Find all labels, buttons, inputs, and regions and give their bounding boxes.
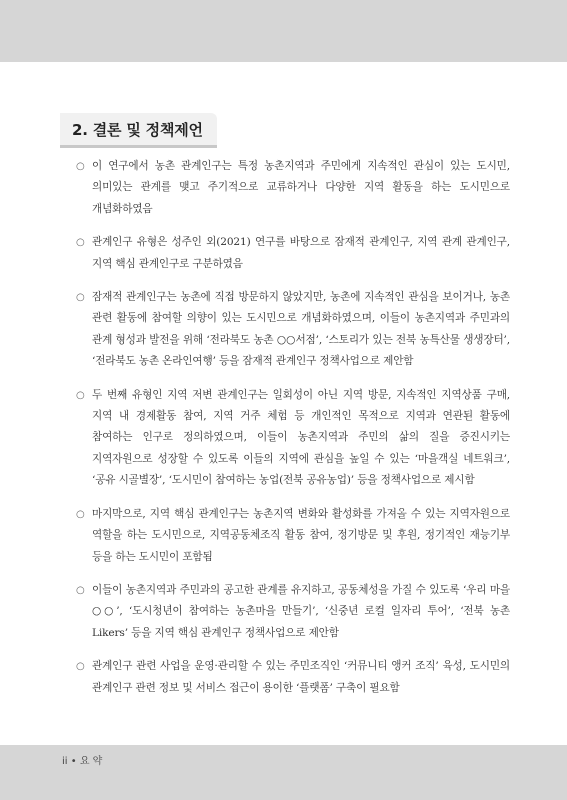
bullet-list bbox=[72, 156, 510, 711]
list-item bbox=[72, 504, 510, 568]
list-item-text: 이 연구에서 농촌 관계인구는 특정 농촌지역과 주민에게 지속적인 관심이 있는 도시민, 의미있는 관계를 맺고 주기적으로 교류하거나 다양한 지역 활동을 하는 도시민으로 개념화하였음 bbox=[92, 160, 510, 215]
bullet-marker-icon: ○ bbox=[76, 389, 85, 401]
list-item bbox=[72, 580, 510, 644]
list-item bbox=[72, 156, 510, 220]
list-item bbox=[72, 232, 510, 275]
bullet-marker-icon: ○ bbox=[76, 237, 85, 249]
list-item-text: 관계인구 관련 사업을 운영·관리할 수 있는 주민조직인 ‘커뮤니티 앵커 조직’ 육성, 도시민의 관계인구 관련 정보 및 서비스 접근이 용이한 ‘플랫폼’ 구축이 필요함 bbox=[92, 660, 510, 694]
bullet-marker-icon: ○ bbox=[76, 292, 85, 304]
list-item-text: 두 번째 유형인 지역 저변 관계인구는 일회성이 아닌 지역 방문, 지속적인 지역상품 구매, 지역 내 경제활동 참여, 지역 거주 체험 등 개인적인 목적으로 지역과 연관된 활동에 참여하는 인구로 정의하였으며, 이들이 농촌지역과 주민의 삶의 질을 증진시키는 지역자원으로 성장할 수 있도록 이들의 지역에 관심을 높일 수 있는 ‘마을객실 네트워크’, ‘공유 시골별장’, ‘도시민이 참여하는 농업(전북 공유농업)’ 등을 정책사업으로 제시함 bbox=[92, 388, 510, 487]
list-item bbox=[72, 287, 510, 373]
list-item-text: 마지막으로, 지역 핵심 관계인구는 농촌지역 변화와 활성화를 가져올 수 있는 지역자원으로 역할을 하는 도시민으로, 지역공동체조직 활동 참여, 정기방문 및 후원, 정기적인 재능기부 등을 하는 도시민이 포함됨 bbox=[92, 507, 510, 563]
section-heading bbox=[60, 113, 217, 148]
bullet-marker-icon: ○ bbox=[76, 508, 85, 520]
header-band bbox=[0, 0, 567, 62]
list-item bbox=[72, 656, 510, 699]
list-item bbox=[72, 385, 510, 492]
page-number: ii • 요 약 bbox=[62, 756, 103, 767]
list-item-text: 잠재적 관계인구는 농촌에 직접 방문하지 않았지만, 농촌에 지속적인 관심을 보이거나, 농촌 관련 활동에 참여할 의향이 있는 도시민으로 개념화하였으며, 이들이 농촌지역과 주민과의 관계 형성과 발전을 위해 ‘전라북도 농촌 ○○서점’, ‘스토리가 있는 전북 농특산물 생생장터’, ‘전라북도 농촌 온라인여행’ 등을 잠재적 관계인구 정책사업으로 제안함 bbox=[92, 291, 510, 368]
list-item-text: 관계인구 유형은 성주인 외(2021) 연구를 바탕으로 잠재적 관계인구, 지역 관계 관계인구, 지역 핵심 관계인구로 구분하였음 bbox=[92, 236, 510, 270]
bullet-marker-icon: ○ bbox=[76, 161, 85, 172]
list-item-text: 이들이 농촌지역과 주민과의 공고한 관계를 유지하고, 공동체성을 가질 수 있도록 ‘우리 마을 ○○’, ‘도시청년이 참여하는 농촌마을 만들기’, ‘신중년 로컬 일자리 투어’, ‘전북 농촌 Likers’ 등을 지역 핵심 관계인구 정책사업으로 제안함 bbox=[92, 583, 510, 639]
section-title: 2. 결론 및 정책제언 bbox=[60, 113, 217, 148]
bullet-marker-icon: ○ bbox=[76, 584, 85, 596]
bullet-marker-icon: ○ bbox=[76, 661, 85, 673]
